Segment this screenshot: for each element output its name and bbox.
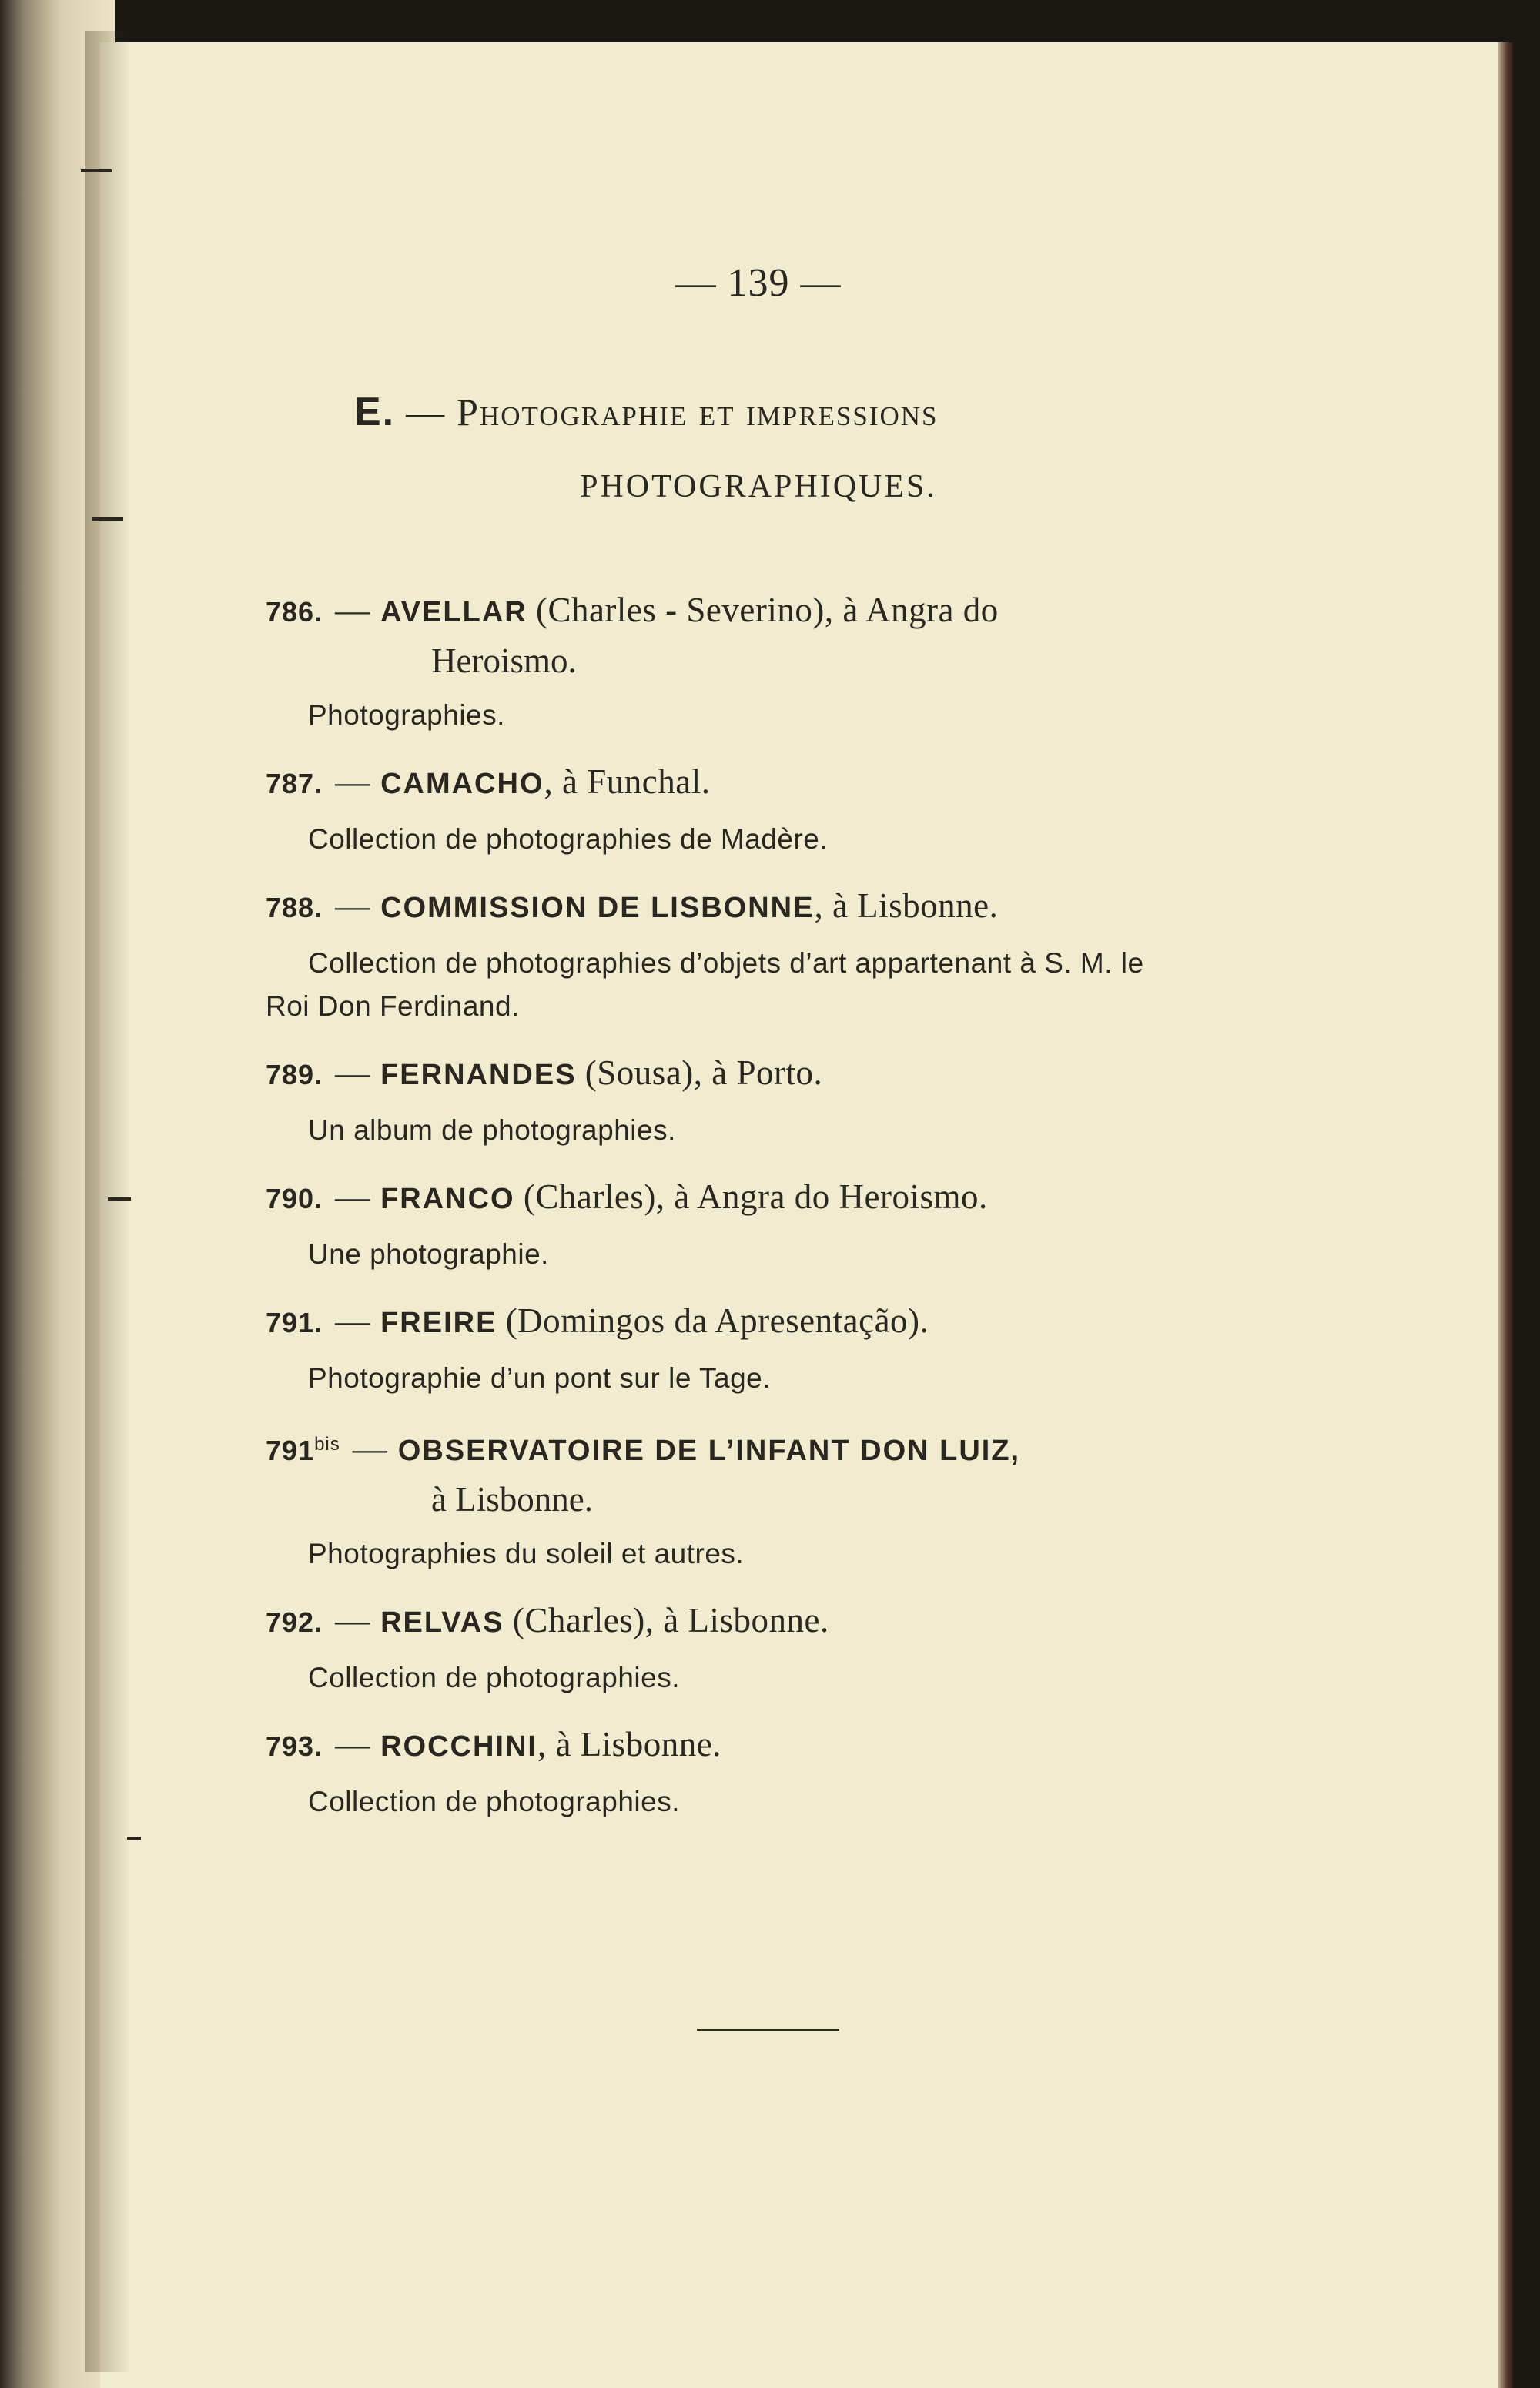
entry-description: Une photographie. <box>308 1238 549 1270</box>
entry-description: Collection de photographies de Madère. <box>308 823 829 855</box>
entry-number: 790. <box>266 1183 323 1214</box>
entry-name: CAMACHO <box>380 768 544 800</box>
list-item: 789. — FERNANDES (Sousa), à Porto. Un album de photographies. <box>266 1048 1290 1152</box>
list-item: 786. — AVELLAR (Charles - Severino), à Angra do Heroismo. Photographies. <box>266 585 1290 737</box>
entry-location: (Sousa), à Porto. <box>584 1053 823 1092</box>
entry-location: (Charles - Severino), à Angra do <box>535 591 999 629</box>
entry-number: 788. <box>266 892 323 923</box>
section-heading: E. — Photographie et impressions <box>354 390 939 434</box>
entry-number: 792. <box>266 1606 323 1638</box>
list-item: 793. — ROCCHINI, à Lisbonne. Collection de photographies. <box>266 1720 1290 1824</box>
entry-location-cont: Heroismo. <box>431 641 577 680</box>
gutter-shadow <box>85 31 131 2372</box>
entry-number: 786. <box>266 596 323 628</box>
entry-name: FRANCO <box>380 1183 515 1215</box>
list-item: $791^{bis}$ — OBSERVATOIRE DE L’INFANT DON LUIZ, à Lisbonne. Photographies du soleil et autres. <box>266 1420 1290 1576</box>
entry-location: (Charles), à Angra do Heroismo. <box>523 1177 988 1216</box>
list-item: 792. — RELVAS (Charles), à Lisbonne. Collection de photographies. <box>266 1596 1290 1700</box>
entry-description: Photographies. <box>308 699 505 731</box>
entry-description: Photographie d’un pont sur le Tage. <box>308 1362 772 1394</box>
entry-number-sup: bis <box>314 1434 340 1455</box>
entry-list <box>266 585 1290 1844</box>
section-letter: E. <box>354 390 396 434</box>
entry-description: Collection de photographies d’objets d’art appartenant à S. M. le Roi Don Ferdinand. <box>266 942 1290 1028</box>
entry-name: ROCCHINI <box>380 1730 537 1763</box>
entry-location: , à Lisbonne. <box>814 886 999 925</box>
entry-name: AVELLAR <box>380 596 527 628</box>
entry-description: Photographies du soleil et autres. <box>308 1538 745 1569</box>
page-tab-mark <box>81 169 112 172</box>
page-tab-mark <box>127 1837 141 1840</box>
entry-number: 793. <box>266 1730 323 1762</box>
entry-description-cont: Roi Don Ferdinand. <box>266 990 520 1022</box>
entry-name: FERNANDES <box>380 1059 577 1091</box>
entry-location: , à Funchal. <box>544 762 711 801</box>
entry-description: Collection de photographies. <box>308 1786 680 1817</box>
entry-name: FREIRE <box>380 1307 497 1339</box>
right-page-edge <box>1498 42 1513 2388</box>
entry-location: (Charles), à Lisbonne. <box>512 1601 829 1639</box>
entry-location: , à Lisbonne. <box>537 1725 721 1763</box>
page-tab-mark <box>92 517 123 521</box>
list-item: 791. — FREIRE (Domingos da Apresentação). Photographie d’un pont sur le Tage. <box>266 1296 1290 1400</box>
list-item: 788. — COMMISSION DE LISBONNE, à Lisbonne. Collection de photographies d’objets d’art appartenant à S. M. le Roi Don Ferdinand. <box>266 881 1290 1028</box>
entry-description: Collection de photographies. <box>308 1662 680 1693</box>
page-number: — 139 — <box>675 261 842 305</box>
entry-number: 787. <box>266 768 323 799</box>
section-title: Photographie et impressions <box>457 390 939 434</box>
section-subtitle: PHOTOGRAPHIQUES. <box>580 469 937 504</box>
entry-number: $791^{bis}$ <box>266 1434 340 1466</box>
end-rule <box>697 2029 839 2031</box>
entry-description: Un album de photographies. <box>308 1114 676 1146</box>
entry-name: RELVAS <box>380 1606 504 1639</box>
list-item: 787. — CAMACHO, à Funchal. Collection de photographies de Madère. <box>266 757 1290 861</box>
entry-name: OBSERVATOIRE DE L’INFANT DON LUIZ, <box>397 1435 1021 1467</box>
entry-number: 791. <box>266 1307 323 1338</box>
entry-number: 789. <box>266 1059 323 1090</box>
list-item: 790. — FRANCO (Charles), à Angra do Heroismo. Une photographie. <box>266 1172 1290 1276</box>
entry-location: (Domingos da Apresentação). <box>505 1301 929 1340</box>
page-tab-mark <box>108 1197 131 1201</box>
entry-location-cont: à Lisbonne. <box>431 1480 593 1519</box>
entry-name: COMMISSION DE LISBONNE <box>380 892 815 924</box>
